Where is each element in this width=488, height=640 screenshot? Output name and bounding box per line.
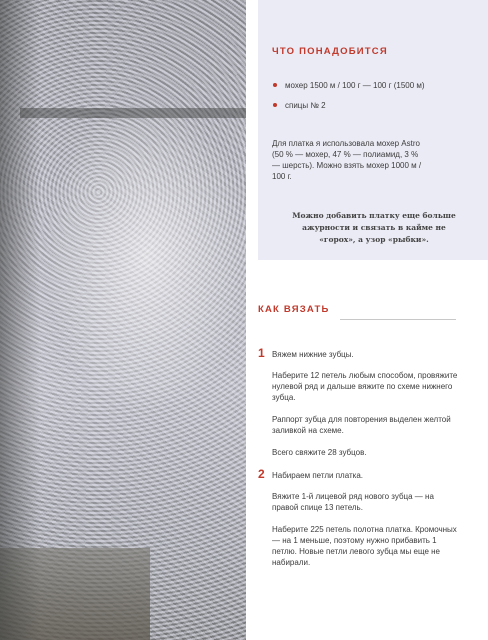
materials-note: Для платка я использовала мохер Astro (50 % — мохер, 47 % — полиамид, 3 % — шерсть). Можно взять мохер 1000 м / 100 г. xyxy=(272,139,422,181)
materials-item-text: спицы № 2 xyxy=(285,101,326,110)
step-paragraph: Вяжите 1-й лицевой ряд нового зубца — на правой спице 13 петель. xyxy=(272,492,434,512)
materials-title: ЧТО ПОНАДОБИТСЯ xyxy=(272,46,388,57)
step-paragraph: Наберите 225 петель полотна платка. Кромочных — на 1 меньше, поэтому нужно прибавить 1 петлю. Новые петли левого зубца мы еще не набирали. xyxy=(272,525,457,567)
materials-item-text: мохер 1500 м / 100 г — 100 г (1500 м) xyxy=(285,81,425,90)
step-paragraph: Раппорт зубца для повторения выделен желтой заливкой на схеме. xyxy=(272,415,451,435)
materials-list xyxy=(272,80,476,120)
step-paragraph: Всего свяжите 28 зубцов. xyxy=(272,448,367,457)
step-number: 1 xyxy=(258,346,265,360)
step-number: 2 xyxy=(258,467,265,481)
bullet-icon xyxy=(273,103,277,107)
step-paragraph: Наберите 12 петель любым способом, провяжите нулевой ряд и дальше вяжите по схеме нижнего зубца. xyxy=(272,371,458,402)
bullet-icon xyxy=(273,83,277,87)
photo-ledge xyxy=(20,108,246,118)
howto-title: КАК ВЯЗАТЬ xyxy=(258,304,330,315)
materials-hint: Можно добавить платку еще больше ажурности и связать в кайме не «горох», а узор «рыбки». xyxy=(292,211,456,244)
photo-base xyxy=(0,548,150,640)
materials-item xyxy=(272,80,476,91)
step-heading: Набираем петли платка. xyxy=(272,471,363,480)
materials-item xyxy=(272,100,476,111)
step-heading: Вяжем нижние зубцы. xyxy=(272,350,354,359)
materials-panel xyxy=(258,0,488,260)
section-divider xyxy=(340,319,456,320)
